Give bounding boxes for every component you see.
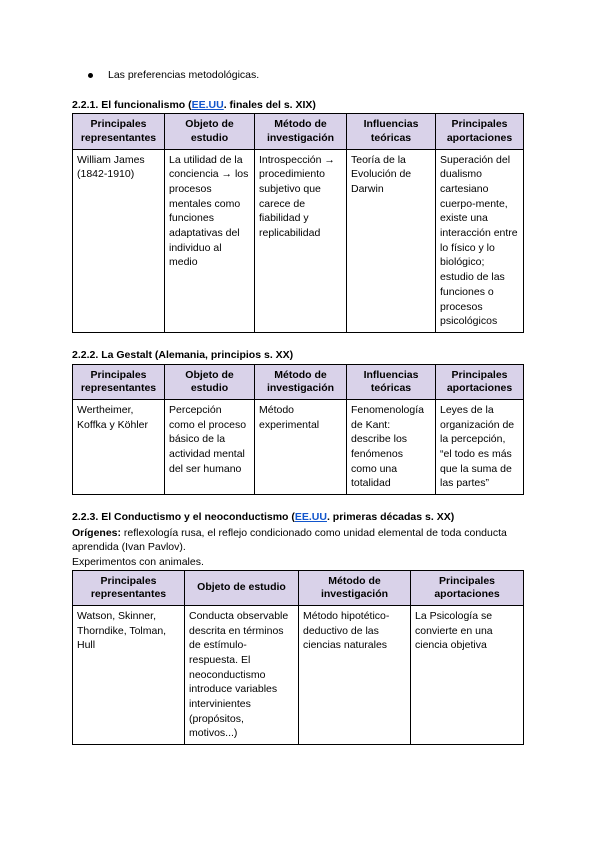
section-title-gestalt	[72, 348, 528, 363]
table-header-row	[73, 114, 524, 149]
table-cell: Wertheimer, Koffka y Köhler	[73, 399, 165, 494]
section-title-text: 2.2.3. El Conductismo y el neoconductismo (	[72, 510, 295, 523]
origins-paragraph	[72, 526, 528, 555]
header-cell: Influencias teóricas	[347, 114, 436, 149]
header-cell: Influencias teóricas	[347, 364, 436, 399]
bullet-text: Las preferencias metodológicas.	[108, 69, 260, 81]
experiments-paragraph: Experimentos con animales.	[72, 556, 204, 568]
header-cell: Método de investigación	[255, 114, 347, 149]
section-title-text: . primeras décadas s. XX)	[326, 510, 455, 523]
section-title-text: 2.2.1. El funcionalismo (	[72, 98, 192, 111]
section-title-conductismo	[72, 510, 528, 525]
table-conductismo	[72, 570, 524, 745]
header-cell: Método de investigación	[299, 570, 411, 605]
table-cell: Teoría de la Evolución de Darwin	[347, 149, 436, 332]
table-header-row	[73, 364, 524, 399]
bullet-item	[88, 68, 528, 83]
header-cell: Objeto de estudio	[185, 570, 299, 605]
table-cell: Introspección → procedimiento subjetivo que carece de fiabilidad y replicabilidad	[255, 149, 347, 332]
table-cell: Percepción como el proceso básico de la actividad mental del ser humano	[165, 399, 255, 494]
bullet-dot-icon	[88, 73, 93, 78]
header-cell: Principales aportaciones	[436, 364, 524, 399]
table-cell: Watson, Skinner, Thorndike, Tolman, Hull	[73, 605, 185, 744]
header-cell: Principales aportaciones	[436, 114, 524, 149]
table-gestalt	[72, 364, 524, 495]
document-page	[72, 68, 528, 745]
origins-text: reflexología rusa, el reflejo condicionado como unidad elemental de toda conducta aprendida (Ivan Pavlov).	[72, 526, 507, 554]
table-cell: Superación del dualismo cartesiano cuerpo-mente, existe una interacción entre lo físico y lo biológico; estudio de las funciones o procesos psicológicos	[436, 149, 524, 332]
table-funcionalismo	[72, 113, 524, 333]
header-cell: Principales aportaciones	[411, 570, 524, 605]
table-cell: Método hipotético-deductivo de las ciencias naturales	[299, 605, 411, 744]
section-link-eeuu[interactable]: EE.UU	[294, 510, 327, 523]
origins-label: Orígenes:	[72, 526, 122, 539]
header-cell: Principales representantes	[73, 114, 165, 149]
table-cell: Conducta observable descrita en términos de estímulo-respuesta. El neoconductismo introduce variables intervinientes (propósitos, motivos...)	[185, 605, 299, 744]
header-cell: Principales representantes	[73, 570, 185, 605]
table-cell: Leyes de la organización de la percepción, “el todo es más que la suma de las partes”	[436, 399, 524, 494]
section-title-funcionalismo	[72, 98, 528, 113]
table-cell: La utilidad de la conciencia → los procesos mentales como funciones adaptativas del individuo al medio	[165, 149, 255, 332]
table-cell: William James (1842-1910)	[73, 149, 165, 332]
section-title-text: 2.2.2. La Gestalt (Alemania, principios s. XX)	[72, 348, 294, 361]
header-cell: Objeto de estudio	[165, 114, 255, 149]
table-cell: Método experimental	[255, 399, 347, 494]
table-row	[73, 149, 524, 332]
table-cell: La Psicología se convierte en una ciencia objetiva	[411, 605, 524, 744]
table-row	[73, 605, 524, 744]
section-title-text: . finales del s. XIX)	[223, 98, 316, 111]
header-cell: Método de investigación	[255, 364, 347, 399]
table-header-row	[73, 570, 524, 605]
table-row	[73, 399, 524, 494]
header-cell: Principales representantes	[73, 364, 165, 399]
section-link-eeuu[interactable]: EE.UU	[191, 98, 224, 111]
table-cell: Fenomenología de Kant: describe los fenómenos como una totalidad	[347, 399, 436, 494]
header-cell: Objeto de estudio	[165, 364, 255, 399]
